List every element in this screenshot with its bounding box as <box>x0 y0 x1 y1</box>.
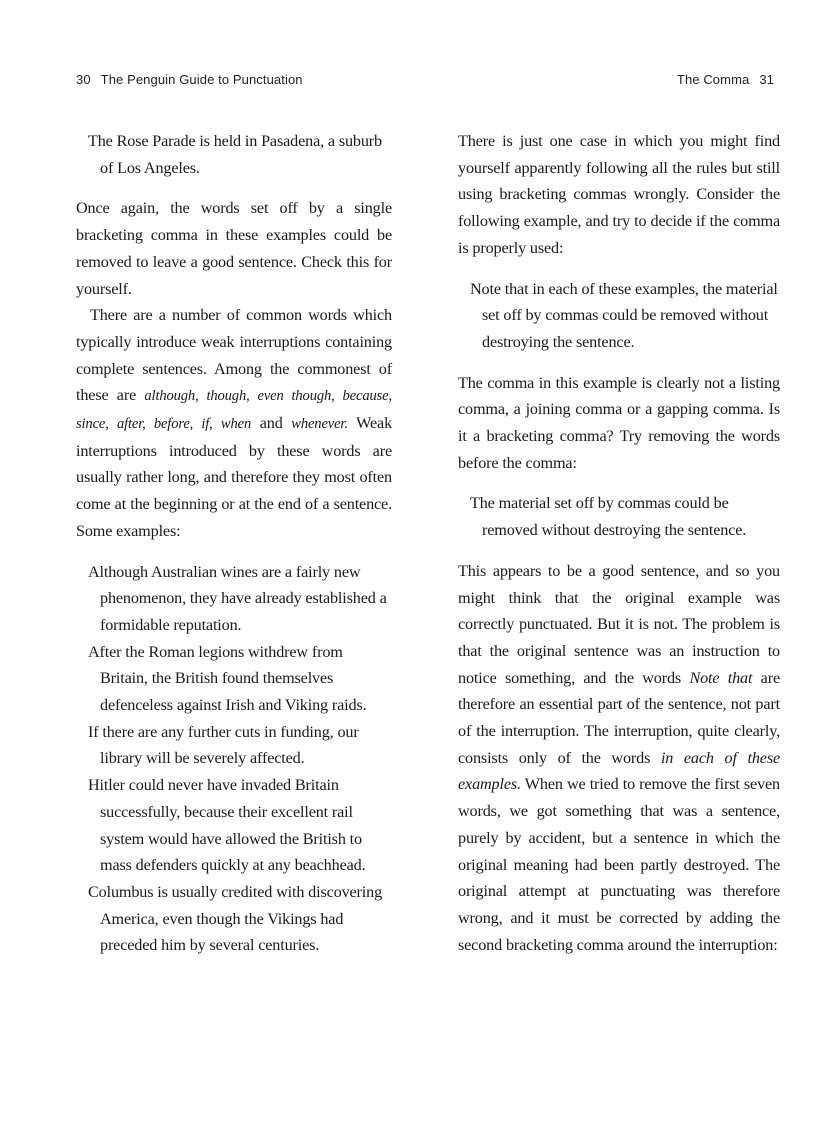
example-item: Although Australian wines are a fairly new phenomenon, they have already established a formidable reputation. <box>88 562 387 634</box>
paragraph-comma-in-example: The comma in this example is clearly not a listing comma, a joining comma or a gapping comma. Is it a bracketing comma? Try removing the words before the comma: <box>458 373 780 472</box>
example-block-2 <box>458 490 780 543</box>
left-column <box>76 128 392 973</box>
para3-in-each: in each of these examples. <box>458 748 780 794</box>
para3-part-a: This appears to be a good sentence, and so you might think that the original example was correctly punctuated. But it is not. The problem is that the original sentence was an instruction to notice something, and the words <box>458 561 780 687</box>
example-rose-parade: The Rose Parade is held in Pasadena, a suburb of Los Angeles. <box>88 132 382 177</box>
page-number-right: 31 <box>759 72 774 87</box>
right-column <box>458 128 780 958</box>
example-item: Columbus is usually credited with discovering America, even though the Vikings had preceded him by several centuries. <box>88 882 383 955</box>
running-head-left <box>76 72 303 87</box>
example-block-1 <box>458 276 780 356</box>
chapter-title: The Comma <box>676 72 750 87</box>
para3-note-that: Note that <box>689 668 753 687</box>
page-number-left: 30 <box>76 72 91 87</box>
examples-list <box>76 559 392 960</box>
para2-end: Weak interruptions introduced by these words are usually rather long, and therefore they most often come at the beginning or at the end of a sentence. Some examples: <box>76 414 393 540</box>
para3-part-c: When we tried to remove the first seven words, we got something that was a sentence, purely by accident, but a sentence in which the original meaning had been partly destroyed. The original attempt at punctuating was therefore wrong, and it must be corrected by adding the second bracketing comma around the interruption: <box>458 775 780 954</box>
para2-and: and <box>251 414 292 433</box>
example-item: After the Roman legions withdrew from Britain, the British found themselves defenceless against Irish and Viking raids. <box>88 642 367 715</box>
paragraph-one-case: There is just one case in which you might find yourself apparently following all the rules but still using bracketing commas wrongly. Consider the following example, and try to decide if the comma is properly used: <box>458 132 780 257</box>
para2-whenever: whenever. <box>291 416 348 433</box>
running-head-right <box>677 72 774 87</box>
example-item: Hitler could never have invaded Britain successfully, because their excellent rail system would have allowed the British to mass defenders quickly at any beachhead. <box>88 776 366 875</box>
paragraph-common-words <box>76 302 392 544</box>
paragraph-appears-good <box>458 558 780 959</box>
example-material-set-off: The material set off by commas could be removed without destroying the sentence. <box>470 494 747 540</box>
paragraph-once-again: Once again, the words set off by a single bracketing comma in these examples could be removed to leave a good sentence. Check this for yourself. <box>76 199 392 298</box>
example-item: If there are any further cuts in funding, our library will be severely affected. <box>88 722 359 768</box>
book-title: The Penguin Guide to Punctuation <box>100 72 303 87</box>
para2-word-list: although, though, even though, because, since, after, before, if, when <box>76 388 392 433</box>
example-note-that: Note that in each of these examples, the material set off by commas could be removed without destroying the sentence. <box>470 279 778 351</box>
para3-part-b: are therefore an essential part of the sentence, not part of the interruption. The interruption, quite clearly, consists only of the words <box>458 668 780 767</box>
para2-start: There are a number of common words which typically introduce weak interruptions containing complete sentences. Among the commonest of these are <box>76 306 392 405</box>
